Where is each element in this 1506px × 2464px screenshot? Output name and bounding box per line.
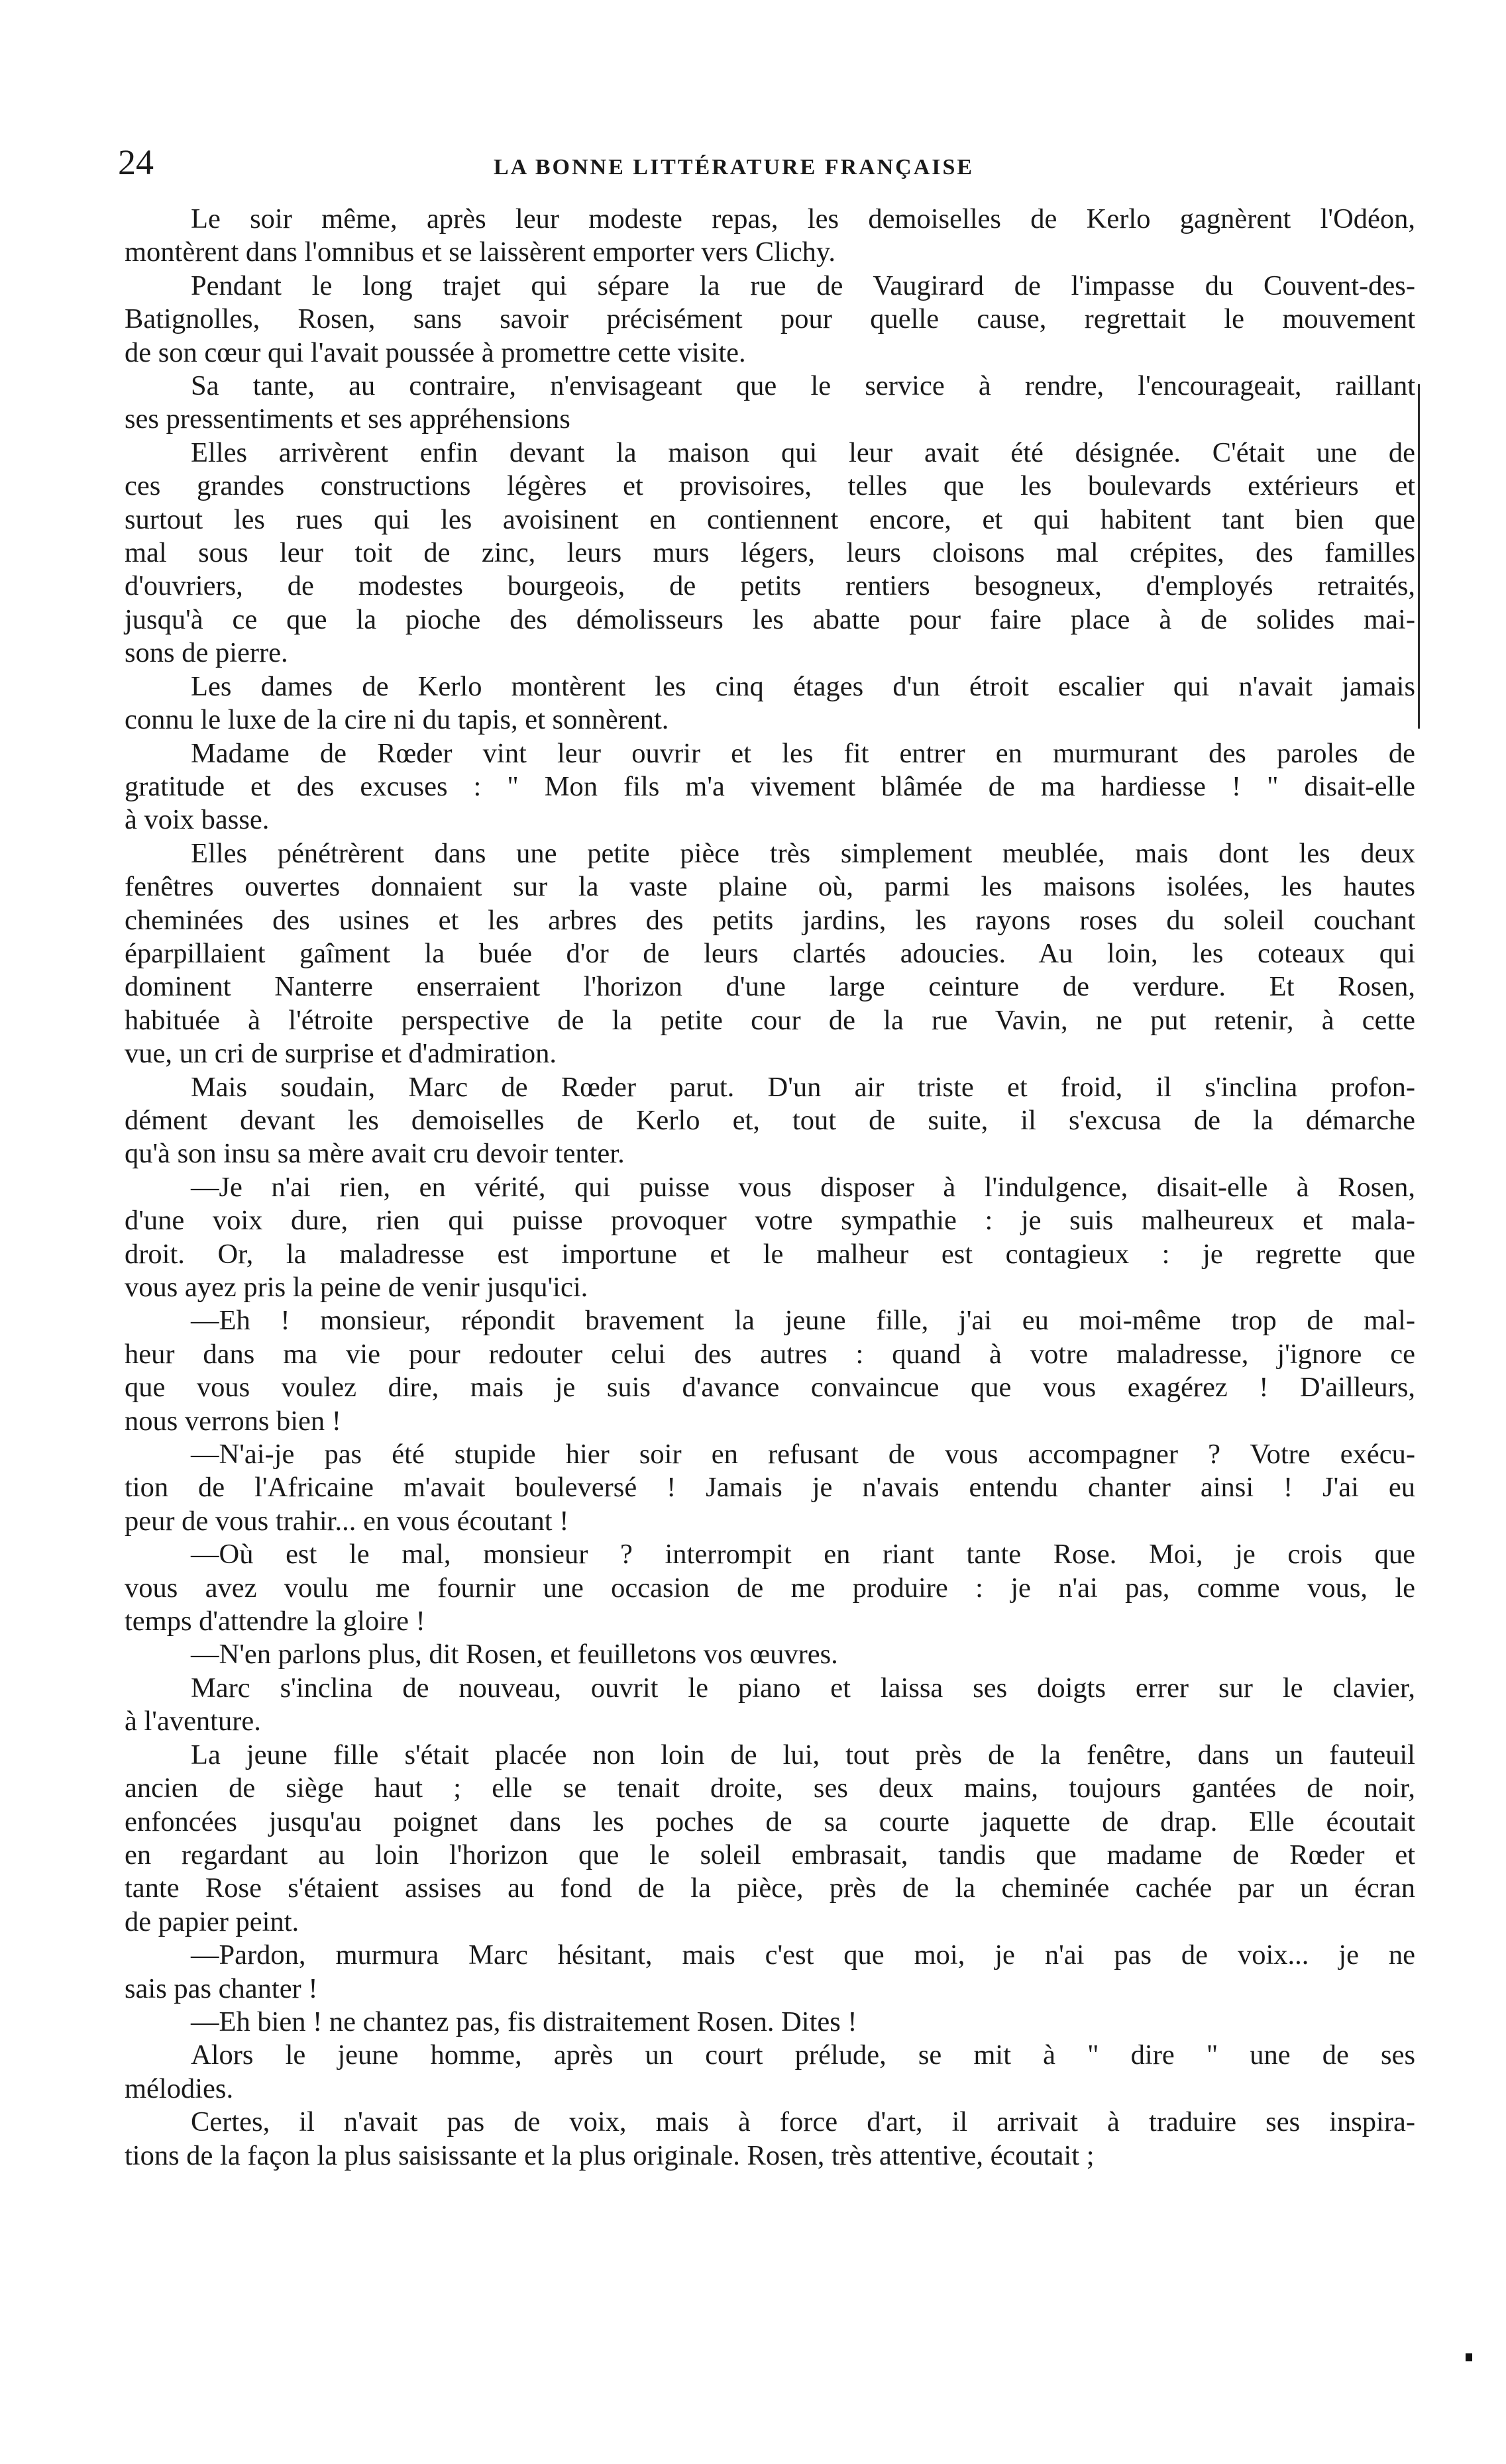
text-line: peur de vous trahir... en vous écoutant ! xyxy=(125,1505,569,1537)
text-line: dominent Nanterre enserraient l'horizon d'une large ceinture de verdure. Et Rosen, xyxy=(125,971,1415,1003)
text-line: Le soir même, après leur modeste repas, les demoiselles de Kerlo gagnèrent l'Odéon, xyxy=(191,203,1415,234)
text-line: —Je n'ai rien, en vérité, qui puisse vous disposer à l'indulgence, disait-elle à Rosen, xyxy=(191,1171,1415,1203)
text-line: surtout les rues qui les avoisinent en contiennent encore, et qui habitent tant bien que xyxy=(125,503,1415,535)
paragraph xyxy=(125,203,1415,270)
text-line: Les dames de Kerlo montèrent les cinq étages d'un étroit escalier qui n'avait jamais xyxy=(191,670,1415,702)
text-line: connu le luxe de la cire ni du tapis, et sonnèrent. xyxy=(125,704,669,736)
text-line: vous ayez pris la peine de venir jusqu'ici. xyxy=(125,1272,588,1303)
text-line: mal sous leur toit de zinc, leurs murs légers, leurs cloisons mal crépites, des familles xyxy=(125,537,1415,569)
paragraph xyxy=(125,436,1415,670)
paragraph xyxy=(125,837,1415,1071)
text-line: sais pas chanter ! xyxy=(125,1973,318,2004)
paragraph xyxy=(125,1171,1415,1305)
text-line: tante Rose s'étaient assises au fond de la pièce, près de la cheminée cachée par un écran xyxy=(125,1873,1415,1904)
text-line: Elles arrivèrent enfin devant la maison qui leur avait été désignée. C'était une de xyxy=(191,436,1415,468)
text-line: en regardant au loin l'horizon que le soleil embrasait, tandis que madame de Rœder et xyxy=(125,1839,1415,1871)
text-line: dément devant les demoiselles de Kerlo et, tout de suite, il s'excusa de la démarche xyxy=(125,1104,1415,1136)
paragraph xyxy=(125,1438,1415,1538)
text-line: éparpillaient gaîment la buée d'or de leurs clartés adoucies. Au loin, les coteaux qui xyxy=(125,937,1415,969)
paragraph xyxy=(125,1672,1415,1739)
page-number: 24 xyxy=(118,142,154,182)
margin-scan-mark xyxy=(1418,384,1420,729)
text-line: d'une voix dure, rien qui puisse provoquer votre sympathie : je suis malheureux et mala- xyxy=(125,1205,1415,1237)
paragraph xyxy=(125,1538,1415,1638)
paragraph xyxy=(125,270,1415,370)
text-line: que vous voulez dire, mais je suis d'avance convaincue que vous exagérez ! D'ailleurs, xyxy=(125,1372,1415,1404)
text-line: Batignolles, Rosen, sans savoir précisément pour quelle cause, regrettait le mouvement xyxy=(125,303,1415,335)
text-line: qu'à son insu sa mère avait cru devoir tenter. xyxy=(125,1138,625,1170)
body-text xyxy=(125,203,1415,2173)
text-line: vue, un cri de surprise et d'admiration. xyxy=(125,1038,557,1070)
paragraph xyxy=(125,1304,1415,1438)
text-line: de son cœur qui l'avait poussée à promettre cette visite. xyxy=(125,336,746,368)
text-line: Pendant le long trajet qui sépare la rue de Vaugirard de l'impasse du Couvent-des- xyxy=(191,270,1415,301)
text-line: Marc s'inclina de nouveau, ouvrit le piano et laissa ses doigts errer sur le clavier, xyxy=(191,1672,1415,1704)
text-line: à l'aventure. xyxy=(125,1706,261,1737)
paragraph xyxy=(125,670,1415,737)
text-line: nous verrons bien ! xyxy=(125,1405,341,1437)
text-line: tion de l'Africaine m'avait bouleversé ! Jamais je n'avais entendu chanter ainsi ! J'ai eu xyxy=(125,1472,1415,1504)
paragraph xyxy=(125,370,1415,436)
text-line: —Eh bien ! ne chantez pas, fis distraitement Rosen. Dites ! xyxy=(191,2006,857,2037)
text-line: à voix basse. xyxy=(125,804,270,836)
paragraph xyxy=(125,1638,1415,1671)
text-line: droit. Or, la maladresse est importune et le malheur est contagieux : je regrette que xyxy=(125,1238,1415,1270)
text-line: —N'ai-je pas été stupide hier soir en refusant de vous accompagner ? Votre exécu- xyxy=(191,1439,1415,1470)
text-line: vous avez voulu me fournir une occasion de me produire : je n'ai pas, comme vous, le xyxy=(125,1572,1415,1604)
paragraph xyxy=(125,1739,1415,1939)
paragraph xyxy=(125,2006,1415,2039)
text-line: —Où est le mal, monsieur ? interrompit en riant tante Rose. Moi, je crois que xyxy=(191,1539,1415,1570)
text-line: Mais soudain, Marc de Rœder parut. D'un air triste et froid, il s'inclina profon- xyxy=(191,1071,1415,1103)
text-line: La jeune fille s'était placée non loin de lui, tout près de la fenêtre, dans un fauteuil xyxy=(191,1739,1415,1771)
text-line: fenêtres ouvertes donnaient sur la vaste plaine où, parmi les maisons isolées, les hautes xyxy=(125,871,1415,903)
text-line: tions de la façon la plus saisissante et la plus originale. Rosen, très attentive, écoutait ; xyxy=(125,2139,1095,2171)
text-line: enfoncées jusqu'au poignet dans les poches de sa courte jaquette de drap. Elle écoutait xyxy=(125,1806,1415,1837)
text-line: —Eh ! monsieur, répondit bravement la jeune fille, j'ai eu moi-même trop de mal- xyxy=(191,1305,1415,1337)
text-line: ancien de siège haut ; elle se tenait droite, ses deux mains, toujours gantées de noir, xyxy=(125,1772,1415,1804)
text-line: temps d'attendre la gloire ! xyxy=(125,1606,425,1637)
text-line: heur dans ma vie pour redouter celui des autres : quand à votre maladresse, j'ignore ce xyxy=(125,1338,1415,1370)
text-line: mélodies. xyxy=(125,2073,234,2104)
text-line: ces grandes constructions légères et provisoires, telles que les boulevards extérieurs et xyxy=(125,470,1415,502)
paragraph xyxy=(125,2039,1415,2106)
text-line: Madame de Rœder vint leur ouvrir et les fit entrer en murmurant des paroles de xyxy=(191,737,1415,769)
paragraph xyxy=(125,737,1415,837)
text-line: montèrent dans l'omnibus et se laissèrent emporter vers Clichy. xyxy=(125,236,836,268)
paragraph xyxy=(125,1939,1415,2006)
text-line: cheminées des usines et les arbres des petits jardins, les rayons roses du soleil couchant xyxy=(125,904,1415,936)
text-line: Sa tante, au contraire, n'envisageant que le service à rendre, l'encourageait, raillant xyxy=(191,370,1415,402)
text-line: de papier peint. xyxy=(125,1906,299,1937)
paragraph xyxy=(125,1071,1415,1171)
text-line: —N'en parlons plus, dit Rosen, et feuilletons vos œuvres. xyxy=(191,1639,838,1670)
text-line: d'ouvriers, de modestes bourgeois, de petits rentiers besogneux, d'employés retraités, xyxy=(125,570,1415,602)
text-line: sons de pierre. xyxy=(125,637,288,669)
text-line: Elles pénétrèrent dans une petite pièce très simplement meublée, mais dont les deux xyxy=(191,837,1415,869)
text-line: ses pressentiments et ses appréhensions xyxy=(125,403,570,435)
text-line: jusqu'à ce que la pioche des démolisseurs les abatte pour faire place à de solides mai- xyxy=(125,603,1415,635)
corner-scan-mark xyxy=(1466,2353,1472,2361)
running-head: LA BONNE LITTÉRATURE FRANÇAISE xyxy=(494,155,975,180)
text-line: Alors le jeune homme, après un court prélude, se mit à " dire " une de ses xyxy=(191,2039,1415,2071)
text-line: Certes, il n'avait pas de voix, mais à force d'art, il arrivait à traduire ses inspira- xyxy=(191,2106,1415,2138)
text-line: gratitude et des excuses : " Mon fils m'a vivement blâmée de ma hardiesse ! " disait-elle xyxy=(125,770,1415,802)
text-line: habituée à l'étroite perspective de la petite cour de la rue Vavin, ne put retenir, à cette xyxy=(125,1004,1415,1036)
text-line: —Pardon, murmura Marc hésitant, mais c'est que moi, je n'ai pas de voix... je ne xyxy=(191,1939,1415,1971)
paragraph xyxy=(125,2106,1415,2173)
